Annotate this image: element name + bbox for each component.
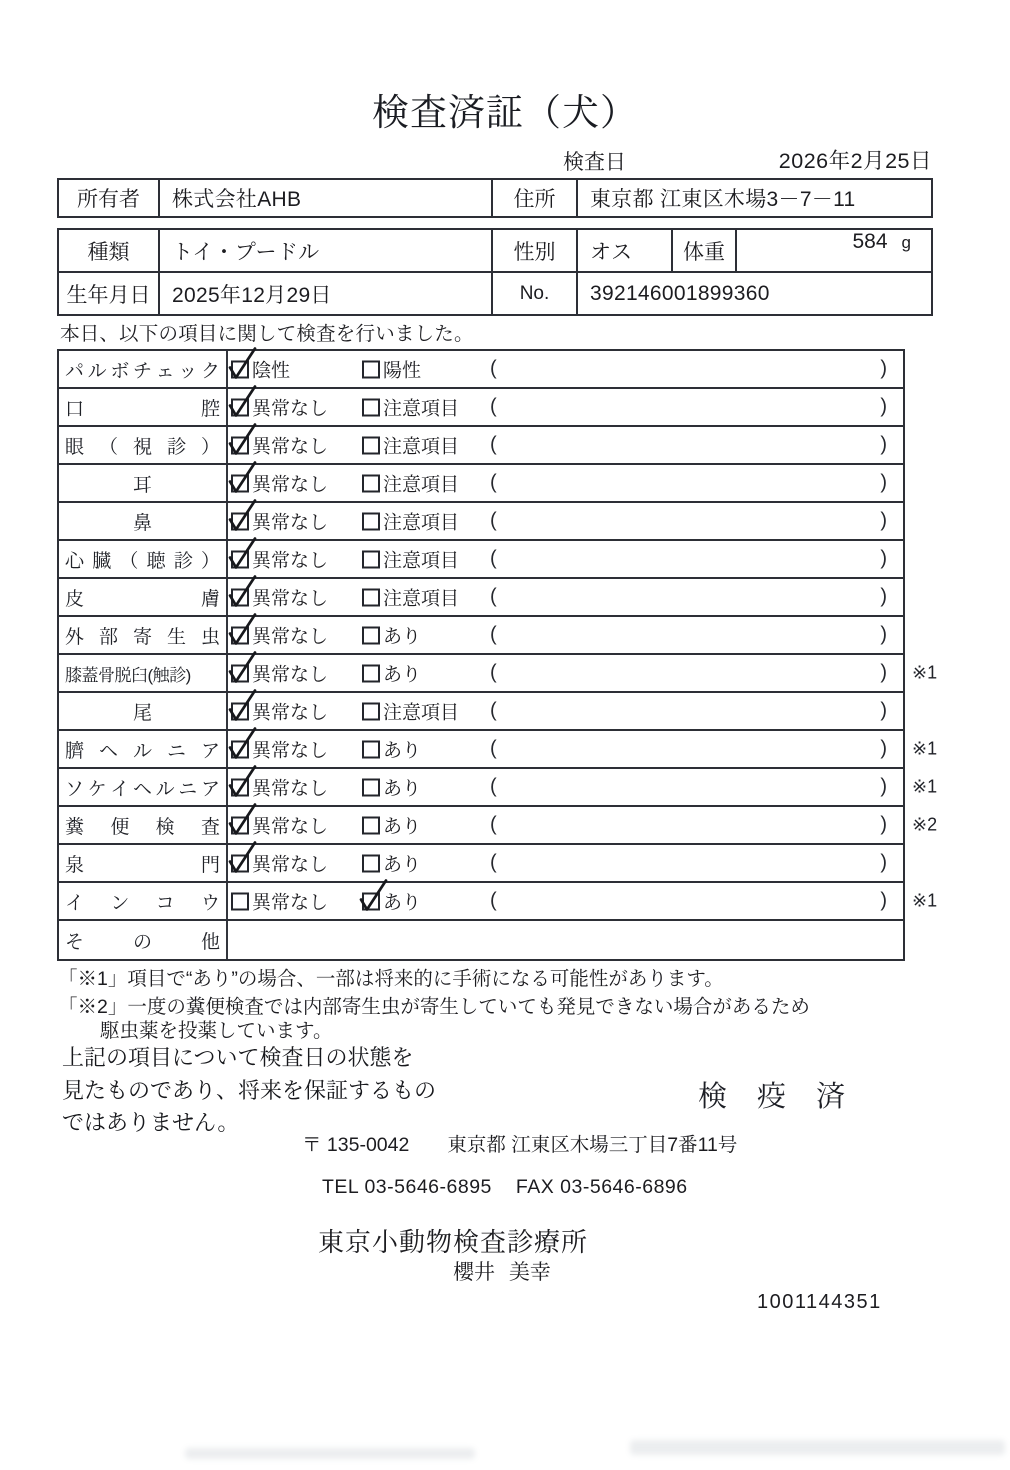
- checklist-row-15: [59, 883, 938, 921]
- remarks-paren-open: (: [490, 433, 497, 456]
- checkbox: [231, 474, 249, 492]
- remarks-paren-close: ): [880, 851, 887, 874]
- checkbox: [231, 816, 249, 834]
- item-label-char: ヘ: [98, 740, 118, 762]
- item-label: [59, 883, 228, 919]
- item-label: [59, 427, 228, 463]
- item-label-char: ル: [87, 360, 107, 382]
- weight-unit: g: [901, 233, 911, 252]
- check-mark: [227, 726, 259, 762]
- checklist-row-8: [59, 617, 903, 655]
- check-mark: [227, 422, 259, 458]
- option-1: [231, 698, 328, 725]
- option-1: [231, 812, 328, 839]
- checklist-row-11: [59, 731, 938, 769]
- item-label: 耳: [59, 465, 228, 501]
- item-label: [59, 541, 228, 577]
- item-label: [59, 351, 228, 387]
- scan-artifact: [185, 1448, 475, 1459]
- remarks-paren-close: ): [880, 623, 887, 646]
- item-label-char: 臓: [92, 550, 112, 572]
- option-2: [362, 432, 459, 459]
- remarks-paren-open: (: [490, 737, 497, 760]
- checkbox: [362, 360, 380, 378]
- item-options: [228, 807, 903, 843]
- sex-value: オス: [578, 230, 673, 271]
- item-label-char: 臍: [65, 740, 85, 762]
- weight-number: 584: [852, 230, 888, 253]
- item-label-char: ボ: [110, 360, 130, 382]
- option-label: 異常なし: [252, 588, 329, 610]
- clinic-fax: FAX 03-5646-6896: [515, 1176, 688, 1198]
- remarks-paren-close: ): [880, 471, 887, 494]
- checklist-row-1: [59, 351, 903, 389]
- checkbox: [362, 740, 380, 758]
- item-label: [59, 389, 228, 425]
- item-options: [228, 465, 903, 501]
- checklist-row-6: [59, 541, 903, 579]
- option-1: [231, 394, 328, 421]
- option-1: [231, 774, 328, 801]
- checkbox: [362, 626, 380, 644]
- quarantine-stamp: 検 疫 済: [698, 1081, 857, 1113]
- disclaimer-text: [62, 1042, 436, 1140]
- item-label-char: ア: [200, 778, 220, 800]
- item-label-char: ソ: [65, 778, 85, 800]
- item-label: 鼻: [59, 503, 228, 539]
- option-label: 陰性: [252, 360, 291, 382]
- option-1: [231, 850, 328, 877]
- checkbox: [362, 436, 380, 454]
- item-options: [228, 883, 903, 919]
- item-options: [228, 541, 903, 577]
- address-label: 住所: [493, 180, 578, 216]
- clinic-address: 東京都 江東区木場三丁目7番11号: [447, 1134, 738, 1156]
- item-label: [59, 579, 228, 615]
- serial-number: 1001144351: [757, 1291, 882, 1313]
- check-mark: [227, 802, 259, 838]
- option-label: あり: [383, 816, 422, 838]
- option-1: [231, 546, 328, 573]
- weight-value: [737, 230, 931, 271]
- checkbox: [231, 436, 249, 454]
- checklist-row-7: [59, 579, 903, 617]
- checkbox: [231, 550, 249, 568]
- option-2: [362, 736, 421, 763]
- option-2: [362, 622, 421, 649]
- checkbox: [362, 512, 380, 530]
- item-label-char: 膚: [200, 588, 220, 610]
- check-mark: [227, 460, 259, 496]
- item-label-char: イ: [110, 778, 130, 800]
- remarks-paren-open: (: [490, 775, 497, 798]
- checkbox: [231, 740, 249, 758]
- option-label: 注意項目: [383, 512, 460, 534]
- checkbox: [362, 664, 380, 682]
- pet-row-1: [59, 230, 931, 273]
- option-label: 異常なし: [252, 816, 329, 838]
- microchip-no-label: No.: [493, 273, 578, 314]
- option-2: [362, 394, 459, 421]
- option-label: 注意項目: [383, 702, 460, 724]
- option-label: 注意項目: [383, 398, 460, 420]
- footnote-2-line2: 駆虫薬を投薬しています。: [100, 1020, 333, 1042]
- checkbox: [231, 626, 249, 644]
- item-label-char: チ: [132, 360, 152, 382]
- address-value: 東京都 江東区木場3－7－11: [590, 188, 856, 211]
- option-label: 注意項目: [383, 436, 460, 458]
- checkbox: [362, 588, 380, 606]
- item-options: [228, 351, 903, 387]
- item-options: [228, 693, 903, 729]
- remarks-paren-open: (: [490, 357, 497, 380]
- pet-row-2: [59, 273, 931, 314]
- item-label-char: 診: [173, 550, 193, 572]
- item-label-char: 口: [65, 398, 85, 420]
- option-label: 注意項目: [383, 588, 460, 610]
- checklist-row-5: [59, 503, 903, 541]
- item-label-char: ル: [132, 740, 152, 762]
- item-label-char: 皮: [65, 588, 85, 610]
- checklist-row-14: [59, 845, 903, 883]
- postal-code: 〒 135-0042: [302, 1134, 410, 1156]
- remarks-paren-close: ): [880, 585, 887, 608]
- check-mark: [227, 384, 259, 420]
- item-label-char: 糞: [65, 816, 85, 838]
- option-label: 注意項目: [383, 474, 460, 496]
- option-2: [362, 508, 459, 535]
- remarks-paren-open: (: [490, 851, 497, 874]
- item-label-char: 検: [155, 816, 175, 838]
- weight-label: 体重: [673, 230, 737, 271]
- document-title: 検査済証（犬）: [372, 92, 638, 133]
- option-label: 異常なし: [252, 778, 329, 800]
- sex-label: 性別: [493, 230, 578, 271]
- option-2: [362, 546, 459, 573]
- checkbox: [231, 892, 249, 910]
- item-label-char: ）: [200, 550, 220, 572]
- option-label: 異常なし: [252, 474, 329, 496]
- option-label: 異常なし: [252, 436, 329, 458]
- option-2: [362, 660, 421, 687]
- checkbox: [362, 702, 380, 720]
- checklist-row-10: [59, 693, 903, 731]
- disclaimer-line-3: ではありません。: [62, 1110, 240, 1135]
- check-mark: [227, 498, 259, 534]
- item-label-char: 心: [65, 550, 85, 572]
- footnote-ref: ※1: [912, 738, 938, 759]
- item-label-char: 視: [132, 436, 152, 458]
- remarks-paren-close: ): [880, 433, 887, 456]
- option-label: 異常なし: [252, 892, 329, 914]
- checkbox: [231, 702, 249, 720]
- footnote-ref: ※1: [912, 890, 938, 911]
- breed-label: 種類: [59, 230, 160, 271]
- remarks-paren-open: (: [490, 661, 497, 684]
- remarks-paren-open: (: [490, 509, 497, 532]
- check-mark: [227, 574, 259, 610]
- examiner-name: 櫻井 美幸: [453, 1261, 551, 1284]
- item-label-char: 部: [98, 626, 118, 648]
- birthdate-value: 2025年12月29日: [160, 273, 493, 314]
- item-label-char: ケ: [87, 778, 107, 800]
- item-label-char: ル: [155, 778, 175, 800]
- option-2: [362, 584, 459, 611]
- option-label: 異常なし: [252, 854, 329, 876]
- item-options: [228, 427, 903, 463]
- checklist-row-16: [59, 921, 903, 959]
- remarks-paren-open: (: [490, 889, 497, 912]
- item-options: [228, 389, 903, 425]
- item-label-char: ニ: [178, 778, 198, 800]
- item-options: [228, 731, 903, 767]
- item-label: [59, 617, 228, 653]
- checkbox: [231, 398, 249, 416]
- checklist-row-2: [59, 389, 903, 427]
- clinic-name: 東京小動物検査診療所: [318, 1227, 589, 1257]
- option-2: [362, 812, 421, 839]
- item-label-char: 他: [200, 931, 220, 953]
- remarks-paren-close: ): [880, 775, 887, 798]
- pet-info-table: [57, 228, 933, 316]
- remarks-paren-close: ): [880, 395, 887, 418]
- owner-row: [59, 180, 931, 216]
- option-1: [231, 584, 328, 611]
- remarks-paren-close: ): [880, 699, 887, 722]
- item-label-char: 腔: [200, 398, 220, 420]
- checkbox: [231, 854, 249, 872]
- option-label: 異常なし: [252, 512, 329, 534]
- option-label: 異常なし: [252, 550, 329, 572]
- option-label: 異常なし: [252, 664, 329, 686]
- remarks-paren-open: (: [490, 699, 497, 722]
- option-2: [362, 356, 421, 383]
- item-label: [59, 731, 228, 767]
- inspection-date-label: 検査日: [563, 151, 626, 174]
- option-2: [362, 888, 421, 915]
- checkbox: [362, 550, 380, 568]
- check-mark: [227, 536, 259, 572]
- item-label-char: ン: [110, 892, 130, 914]
- option-label: 異常なし: [252, 740, 329, 762]
- check-mark: [227, 650, 259, 686]
- item-label-char: 門: [200, 854, 220, 876]
- owner-table: [57, 178, 933, 218]
- item-label-char: ニ: [166, 740, 186, 762]
- item-options: [228, 769, 903, 805]
- checklist-row-4: [59, 465, 903, 503]
- option-label: あり: [383, 892, 422, 914]
- item-label-char: 便: [110, 816, 130, 838]
- option-1: [231, 470, 328, 497]
- checkbox: [362, 854, 380, 872]
- footnote-2-line1: 「※2」一度の糞便検査では内部寄生虫が寄生していても発見できない場合があるため: [58, 996, 810, 1018]
- item-options: [228, 617, 903, 653]
- microchip-no-value: 392146001899360: [590, 281, 770, 305]
- remarks-paren-open: (: [490, 395, 497, 418]
- item-label-char: そ: [65, 931, 85, 953]
- option-2: [362, 774, 421, 801]
- item-label-char: の: [132, 931, 152, 953]
- remarks-paren-open: (: [490, 813, 497, 836]
- option-label: 異常なし: [252, 398, 329, 420]
- option-label: 陽性: [383, 360, 422, 382]
- option-2: [362, 470, 459, 497]
- option-label: あり: [383, 740, 422, 762]
- remarks-paren-open: (: [490, 471, 497, 494]
- item-label: 膝蓋骨脱臼(触診): [59, 655, 228, 691]
- inspection-date-value: 2026年2月25日: [778, 149, 932, 173]
- item-label-char: （: [119, 550, 139, 572]
- item-label-char: 査: [200, 816, 220, 838]
- birthdate-label: 生年月日: [59, 273, 160, 314]
- option-1: [231, 622, 328, 649]
- item-label-char: ア: [200, 740, 220, 762]
- footnote-1: 「※1」項目で“あり”の場合、一部は将来的に手術になる可能性があります。: [58, 968, 724, 990]
- owner-value: 株式会社AHB: [160, 180, 493, 216]
- item-label-char: 生: [166, 626, 186, 648]
- remarks-paren-close: ): [880, 509, 887, 532]
- footnote-ref: ※1: [912, 776, 938, 797]
- option-label: あり: [383, 664, 422, 686]
- remarks-paren-open: (: [490, 547, 497, 570]
- option-label: あり: [383, 778, 422, 800]
- checkbox: [231, 778, 249, 796]
- remarks-paren-close: ): [880, 813, 887, 836]
- item-label-char: パ: [65, 360, 85, 382]
- item-label: [59, 845, 228, 881]
- item-label-char: 泉: [65, 854, 85, 876]
- item-options: [228, 579, 903, 615]
- disclaimer-line-1: 上記の項目について検査日の状態を: [62, 1045, 414, 1070]
- intro-text: 本日、以下の項目に関して検査を行いました。: [60, 323, 474, 345]
- check-mark: [227, 688, 259, 724]
- option-1: [231, 736, 328, 763]
- item-label: 尾: [59, 693, 228, 729]
- option-2: [362, 850, 421, 877]
- disclaimer-line-2: 見たものであり、将来を保証するもの: [62, 1077, 437, 1103]
- checkbox: [362, 778, 380, 796]
- scan-artifact: [630, 1440, 1005, 1455]
- item-label: [59, 769, 228, 805]
- item-label-char: 眼: [65, 436, 85, 458]
- footnote-ref: ※2: [912, 814, 938, 835]
- item-label: [59, 807, 228, 843]
- remarks-paren-close: ): [880, 357, 887, 380]
- checkbox: [231, 360, 249, 378]
- remarks-paren-open: (: [490, 623, 497, 646]
- remarks-paren-close: ): [880, 661, 887, 684]
- footnote-ref: ※1: [912, 662, 938, 683]
- checkbox: [231, 588, 249, 606]
- option-1: [231, 888, 328, 915]
- remarks-paren-close: ): [880, 737, 887, 760]
- item-options: [228, 921, 903, 959]
- owner-label: 所有者: [59, 180, 160, 216]
- option-label: あり: [383, 626, 422, 648]
- option-label: 異常なし: [252, 702, 329, 724]
- checkbox: [362, 816, 380, 834]
- option-label: 注意項目: [383, 550, 460, 572]
- option-label: あり: [383, 854, 422, 876]
- item-label-char: ェ: [155, 360, 175, 382]
- breed-value: トイ・プードル: [160, 230, 493, 271]
- item-label-char: 虫: [200, 626, 220, 648]
- checklist-row-13: [59, 807, 938, 845]
- clinic-tel-line: [322, 1176, 688, 1199]
- item-options: [228, 655, 903, 691]
- checkbox: [362, 892, 380, 910]
- item-label-char: イ: [65, 892, 85, 914]
- checklist-row-12: [59, 769, 938, 807]
- item-label-char: 診: [166, 436, 186, 458]
- checkbox: [231, 512, 249, 530]
- remarks-paren-open: (: [490, 585, 497, 608]
- item-label-char: ッ: [178, 360, 198, 382]
- option-2: [362, 698, 459, 725]
- clinic-postal-line: [302, 1129, 737, 1157]
- item-options: [228, 503, 903, 539]
- checkbox: [362, 398, 380, 416]
- item-label-char: ウ: [200, 892, 220, 914]
- remarks-paren-close: ): [880, 889, 887, 912]
- remarks-paren-close: ): [880, 547, 887, 570]
- item-label-char: 外: [65, 626, 85, 648]
- checkbox: [362, 474, 380, 492]
- checkbox: [231, 664, 249, 682]
- clinic-tel: TEL 03-5646-6895: [322, 1176, 492, 1198]
- check-mark: [227, 840, 259, 876]
- item-label: [59, 921, 228, 959]
- checklist-row-9: [59, 655, 938, 693]
- item-label-char: ）: [200, 436, 220, 458]
- check-mark: [227, 346, 259, 382]
- item-label-char: ク: [200, 360, 220, 382]
- item-label-char: ヘ: [132, 778, 152, 800]
- item-label-char: 聴: [146, 550, 166, 572]
- option-label: 異常なし: [252, 626, 329, 648]
- checklist-table: [57, 349, 938, 961]
- check-mark: [358, 878, 390, 914]
- item-label-char: コ: [155, 892, 175, 914]
- option-1: [231, 432, 328, 459]
- item-label-char: （: [98, 436, 118, 458]
- item-label-char: 寄: [132, 626, 152, 648]
- option-1: [231, 508, 328, 535]
- checklist-row-3: [59, 427, 903, 465]
- check-mark: [227, 764, 259, 800]
- item-options: [228, 845, 903, 881]
- check-mark: [227, 612, 259, 648]
- option-1: [231, 660, 328, 687]
- option-1: [231, 356, 290, 383]
